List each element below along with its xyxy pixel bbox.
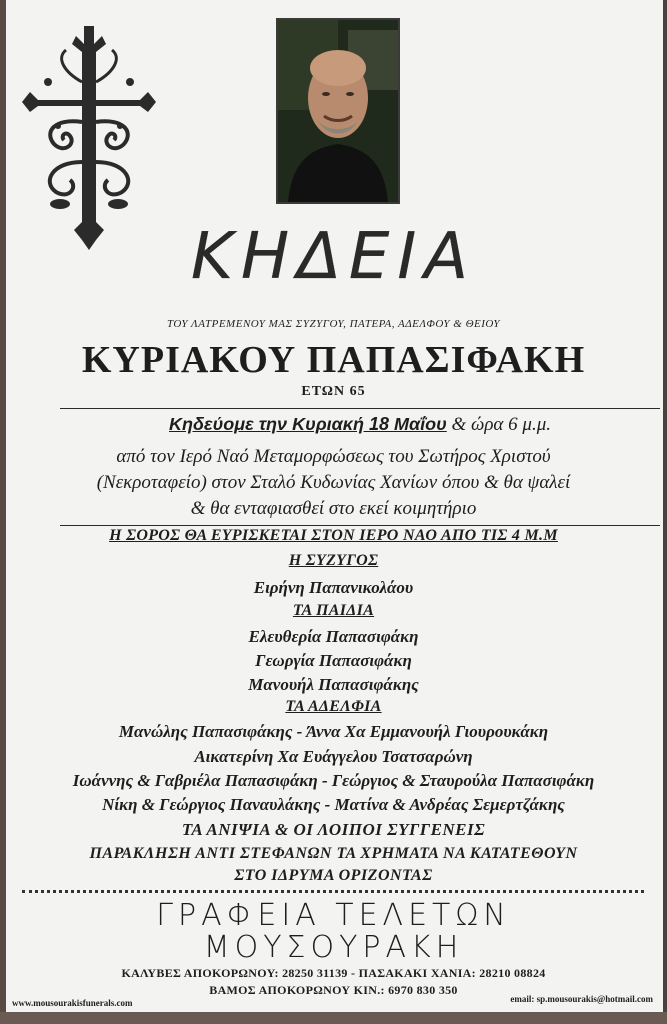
child-name: Γεωργία Παπασιφάκη [255, 651, 412, 670]
donation-request-line2: ΣΤΟ ΙΔΡΥΜΑ ΟΡΙΖΟΝΤΑΣ [234, 867, 433, 884]
sibling-line: Ιωάννης & Γαβριέλα Παπασιφάκη - Γεώργιος & Σταυρούλα Παπασιφάκη [72, 771, 595, 790]
remains-notice: Η ΣΟΡΟΣ ΘΑ ΕΥΡΙΣΚΕΤΑΙ ΣΤΟΝ ΙΕΡΟ ΝΑΟ ΑΠΟ ΤΙΣ 4 Μ.Μ [109, 527, 558, 544]
sibling-line: Αικατερίνη Χα Ευάγγελου Τσατσαρώνη [194, 747, 473, 766]
email-link[interactable]: email: sp.mousourakis@hotmail.com [510, 994, 653, 1004]
sibling-line: Νίκη & Γεώργιος Παναυλάκης - Ματίνα & Ανδρέας Σεμερτζάκης [102, 795, 565, 814]
funeral-burial: & θα ενταφιασθεί στο εκεί κοιμητήριο [190, 498, 477, 519]
funeral-church: από τον Ιερό Ναό Μεταμορφώσεως του Σωτήρος Χριστού [116, 446, 551, 467]
siblings-heading: ΤΑ ΑΔΕΛΦΙΑ [285, 698, 382, 715]
sibling-line: Μανώλης Παπασιφάκης - Άννα Χα Εμμανουήλ Γιουρουκάκη [118, 722, 549, 741]
other-relatives: ΤΑ ΑΝΙΨΙΑ & ΟΙ ΛΟΙΠΟΙ ΣΥΓΓΕΝΕΙΣ [181, 820, 486, 839]
bottom-border [0, 1012, 667, 1024]
spouse-name: Ειρήνη Παπανικολάου [253, 578, 414, 597]
spouse-heading: Η ΣΥΖΥΓΟΣ [288, 552, 379, 569]
notice-subtitle: ΤΟΥ ΛΑΤΡΕΜΕΝΟΥ ΜΑΣ ΣΥΖΥΓΟΥ, ΠΑΤΕΡΑ, ΑΔΕΛΦΟΥ & ΘΕΙΟΥ [166, 318, 501, 330]
funeral-location: (Νεκροταφείο) στον Σταλό Κυδωνίας Χανίων όπου & θα ψαλεί [96, 472, 571, 493]
funeral-hour: & ώρα 6 μ.μ. [446, 414, 551, 435]
portrait-image [278, 20, 398, 202]
children-heading: ΤΑ ΠΑΙΔΙΑ [292, 602, 375, 619]
deceased-age: ΕΤΩΝ 65 [301, 384, 366, 399]
divider-middle [60, 525, 660, 526]
child-name: Ελευθερία Παπασιφάκη [248, 627, 419, 646]
funeral-day: Κηδεύομε την Κυριακή 18 Μαΐου [169, 414, 447, 434]
divider-top [60, 408, 660, 409]
office-phones: ΚΑΛΥΒΕΣ ΑΠΟΚΟΡΩΝΟΥ: 28250 31139 - ΠΑΣΑΚΑΚΙ ΧΑΝΙΑ: 28210 08824 [121, 966, 546, 980]
funeral-time-line [60, 414, 660, 436]
deceased-name: ΚΥΡΙΑΚΟΥ ΠΑΠΑΣΙΦΑΚΗ [81, 339, 586, 381]
office-mobile: ΒΑΜΟΣ ΑΠΟΚΟΡΩΝΟΥ ΚΙΝ.: 6970 830 350 [209, 983, 458, 997]
funeral-office-title: ΓΡΑΦΕΙΑ ΤΕΛΕΤΩΝ [156, 898, 511, 933]
notice-title: ΚΗΔΕΙΑ [191, 220, 476, 294]
website-link[interactable]: www.mousourakisfunerals.com [12, 998, 133, 1008]
child-name: Μανουήλ Παπασιφάκης [248, 675, 419, 694]
funeral-office-name: ΜΟΥΣΟΥΡΑΚΗ [203, 930, 464, 965]
donation-request-line1: ΠΑΡΑΚΛΗΣΗ ΑΝΤΙ ΣΤΕΦΑΝΩΝ ΤΑ ΧΡΗΜΑΤΑ ΝΑ ΚΑΤΑΤΕΘΟΥΝ [89, 845, 578, 862]
portrait-photo [276, 18, 400, 204]
dotted-divider [22, 890, 644, 897]
